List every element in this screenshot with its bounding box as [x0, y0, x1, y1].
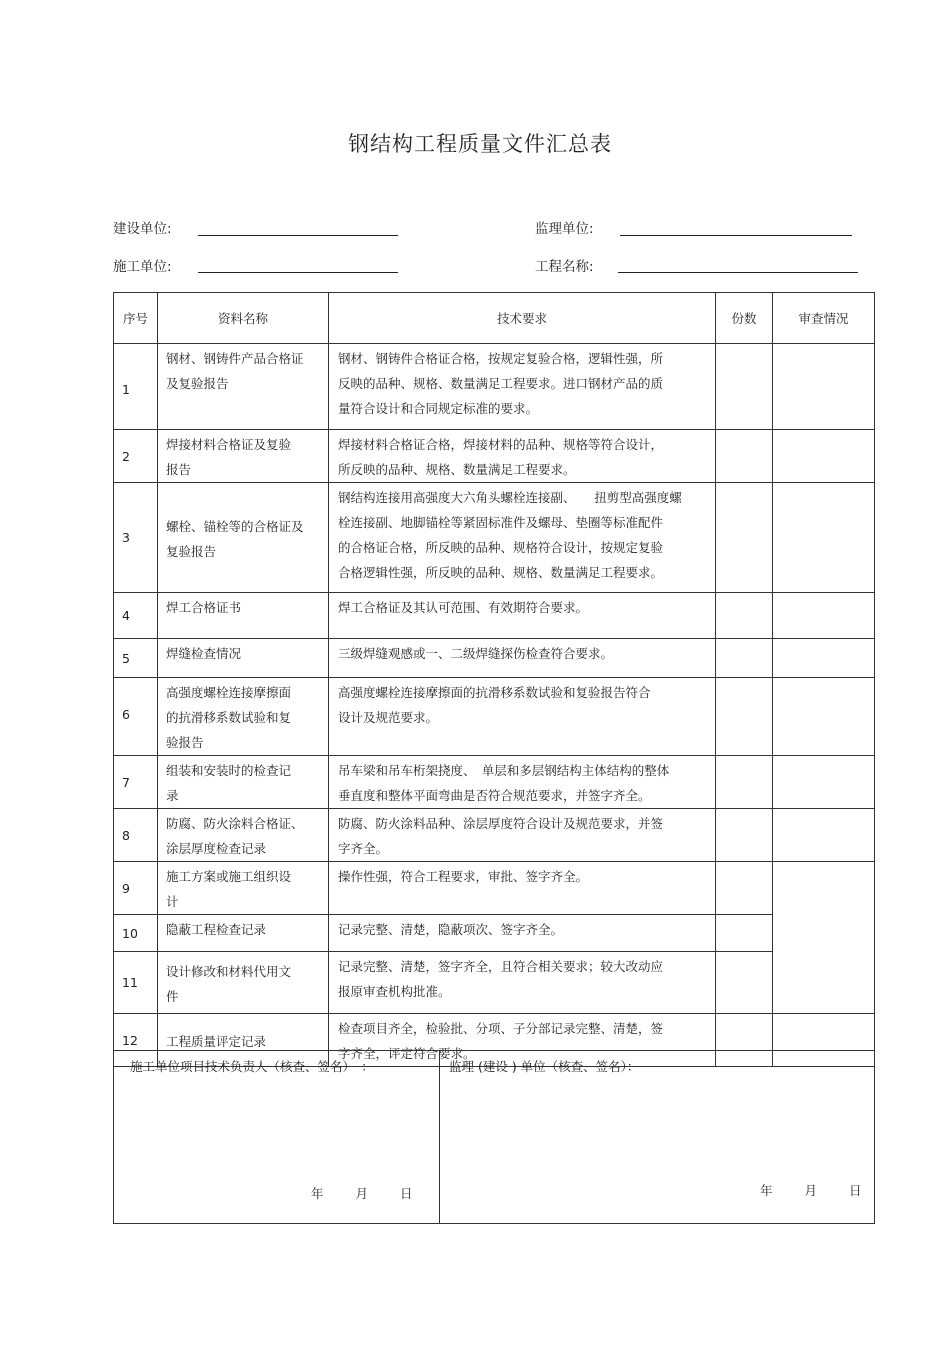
requirement-line: 吊车梁和吊车桁架挠度、 单层和多层钢结构主体结构的整体: [338, 763, 670, 778]
requirement-cell: [329, 593, 716, 639]
requirement-line: 报原审查机构批准。: [338, 984, 451, 999]
month-label: 月: [804, 1183, 818, 1198]
col-header-copies: 份数: [716, 293, 773, 344]
requirement-cell: [329, 430, 716, 483]
copies-cell[interactable]: [716, 593, 773, 639]
table-row: [114, 952, 875, 1014]
page-title: 钢结构工程质量文件汇总表: [348, 132, 612, 156]
review-cell[interactable]: [773, 430, 875, 483]
year-label: 年: [760, 1183, 773, 1198]
day-label: 日: [849, 1183, 862, 1198]
table-row: [114, 756, 875, 809]
requirement-line: 的合格证合格，所反映的品种、规格符合设计，按规定复验: [338, 540, 664, 555]
project-name-label: 工程名称:: [535, 259, 594, 275]
doc-name-line: 报告: [166, 462, 192, 477]
doc-name-line: 件: [166, 988, 179, 1004]
doc-name-line: 隐蔽工程检查记录: [166, 922, 267, 937]
requirement-line: 合格逻辑性强，所反映的品种、规格、数量满足工程要求。: [338, 565, 664, 580]
copies-cell[interactable]: [716, 678, 773, 756]
doc-name-cell: [158, 862, 329, 915]
doc-name-line: 焊接材料合格证及复验: [166, 437, 292, 452]
review-cell[interactable]: [773, 678, 875, 756]
table-row: [114, 483, 875, 593]
doc-name-line: 的抗滑移系数试验和复: [166, 710, 292, 725]
supervision-sign-date: [760, 1181, 862, 1199]
row-number: 11: [114, 952, 158, 1014]
row-number: 9: [114, 862, 158, 915]
requirement-line: 字齐全，评定符合要求。: [338, 1046, 476, 1061]
requirement-cell: [329, 483, 716, 593]
doc-name-line: 复验报告: [166, 543, 217, 559]
requirement-line: 防腐、防火涂料品种、涂层厚度符合设计及规范要求，并签: [338, 816, 664, 831]
copies-cell[interactable]: [716, 430, 773, 483]
quality-docs-table: [113, 292, 875, 1067]
doc-name-line: 设计修改和材料代用文: [166, 963, 292, 979]
table-row: [114, 678, 875, 756]
requirement-cell: [329, 344, 716, 430]
builder-unit-line[interactable]: [198, 272, 398, 273]
doc-name-line: 涂层厚度检查记录: [166, 841, 267, 856]
doc-name-cell: [158, 952, 329, 1014]
row-number: 8: [114, 809, 158, 862]
requirement-cell: [329, 952, 716, 1014]
row-number: 1: [114, 344, 158, 430]
doc-name-cell: [158, 344, 329, 430]
review-cell[interactable]: [773, 344, 875, 430]
table-row: [114, 809, 875, 862]
row-number: 12: [114, 1014, 158, 1067]
copies-cell[interactable]: [716, 809, 773, 862]
requirement-line: 钢结构连接用高强度大六角头螺栓连接副、 扭剪型高强度螺: [338, 490, 682, 505]
builder-signature-label: 施工单位项目技术负责人（核查、签名） ：: [130, 1059, 374, 1074]
review-cell[interactable]: [773, 639, 875, 678]
construction-unit-label: 建设单位:: [113, 221, 172, 237]
col-header-review: 审查情况: [773, 293, 875, 344]
doc-name-cell: [158, 430, 329, 483]
requirement-line: 垂直度和整体平面弯曲是否符合规范要求，并签字齐全。: [338, 788, 651, 803]
review-cell[interactable]: [773, 862, 875, 1014]
review-cell[interactable]: [773, 809, 875, 862]
doc-name-line: 防腐、防火涂料合格证、: [166, 816, 304, 831]
requirement-cell: [329, 862, 716, 915]
doc-name-cell: [158, 915, 329, 952]
doc-name-line: 验报告: [166, 735, 204, 750]
doc-name-line: 施工方案或施工组织设: [166, 869, 292, 884]
signature-table: [113, 1050, 875, 1224]
requirement-line: 三级焊缝观感或一、二级焊缝探伤检查符合要求。: [338, 646, 614, 661]
row-number: 3: [114, 483, 158, 593]
doc-name-line: 录: [166, 788, 179, 803]
doc-name-line: 高强度螺栓连接摩擦面: [166, 685, 292, 700]
doc-name-line: 及复验报告: [166, 376, 229, 391]
table-row: [114, 430, 875, 483]
col-header-no: 序号: [114, 293, 158, 344]
requirement-line: 字齐全。: [338, 841, 389, 856]
doc-name-line: 计: [166, 894, 179, 909]
requirement-line: 钢材、钢铸件合格证合格，按规定复验合格，逻辑性强，所: [338, 351, 664, 366]
requirement-line: 焊工合格证及其认可范围、有效期符合要求。: [338, 600, 589, 615]
row-number: 6: [114, 678, 158, 756]
construction-unit-line[interactable]: [198, 235, 398, 236]
requirement-line: 反映的品种、规格、数量满足工程要求。进口钢材产品的质: [338, 376, 664, 391]
table-row: [114, 344, 875, 430]
month-label: 月: [355, 1186, 369, 1201]
table-row: [114, 915, 875, 952]
doc-name-line: 组装和安装时的检查记: [166, 763, 292, 778]
table-row: [114, 639, 875, 678]
year-label: 年: [311, 1186, 324, 1201]
row-number: 5: [114, 639, 158, 678]
requirement-line: 检查项目齐全，检验批、分项、子分部记录完整、清楚，签: [338, 1021, 664, 1036]
doc-name-cell: [158, 639, 329, 678]
requirement-line: 操作性强，符合工程要求，审批、签字齐全。: [338, 869, 589, 884]
copies-cell[interactable]: [716, 756, 773, 809]
doc-name-cell: [158, 809, 329, 862]
copies-cell[interactable]: [716, 483, 773, 593]
requirement-line: 栓连接副、地脚锚栓等紧固标准件及螺母、垫圈等标准配件: [338, 515, 664, 530]
row-number: 7: [114, 756, 158, 809]
builder-sign-date: [311, 1184, 413, 1202]
supervision-signature-label: 监理 (建设 ) 单位（核查、签名）：: [449, 1059, 640, 1074]
copies-cell[interactable]: [716, 915, 773, 952]
supervision-signature-cell[interactable]: [440, 1051, 875, 1224]
requirement-line: 量符合设计和合同规定标准的要求。: [338, 401, 539, 416]
requirement-line: 焊接材料合格证合格，焊接材料的品种、规格等符合设计，: [338, 437, 664, 452]
day-label: 日: [400, 1186, 413, 1201]
doc-name-cell: [158, 678, 329, 756]
table-header-row: [114, 293, 875, 344]
table-row: [114, 862, 875, 915]
supervision-unit-label: 监理单位:: [535, 221, 594, 237]
row-number: 10: [114, 915, 158, 952]
row-number: 2: [114, 430, 158, 483]
doc-name-line: 钢材、钢铸件产品合格证: [166, 351, 304, 366]
supervision-unit-line[interactable]: [620, 235, 852, 236]
doc-name-line: 工程质量评定记录: [166, 1033, 267, 1049]
doc-name-line: 焊缝检查情况: [166, 646, 242, 661]
review-cell[interactable]: [773, 756, 875, 809]
requirement-cell: [329, 678, 716, 756]
builder-unit-label: 施工单位:: [113, 259, 172, 275]
requirement-cell: [329, 915, 716, 952]
row-number: 4: [114, 593, 158, 639]
review-cell[interactable]: [773, 593, 875, 639]
requirement-cell: [329, 809, 716, 862]
requirement-line: 高强度螺栓连接摩擦面的抗滑移系数试验和复验报告符合: [338, 685, 651, 700]
project-name-line[interactable]: [618, 272, 858, 273]
requirement-cell: [329, 756, 716, 809]
requirement-line: 记录完整、清楚，签字齐全，且符合相关要求；较大改动应: [338, 959, 664, 974]
requirement-line: 所反映的品种、规格、数量满足工程要求。: [338, 462, 576, 477]
doc-name-cell: [158, 483, 329, 593]
doc-name-line: 焊工合格证书: [166, 600, 242, 615]
doc-name-line: 螺栓、锚栓等的合格证及: [166, 518, 304, 534]
builder-signature-cell[interactable]: [114, 1051, 440, 1224]
doc-name-cell: [158, 756, 329, 809]
doc-name-cell: [158, 593, 329, 639]
requirement-line: 记录完整、清楚，隐蔽项次、签字齐全。: [338, 922, 564, 937]
copies-cell[interactable]: [716, 952, 773, 1014]
table-row: [114, 593, 875, 639]
review-cell[interactable]: [773, 483, 875, 593]
copies-cell[interactable]: [716, 344, 773, 430]
requirement-cell: [329, 639, 716, 678]
copies-cell[interactable]: [716, 862, 773, 915]
requirement-line: 设计及规范要求。: [338, 710, 439, 725]
col-header-name: 资料名称: [158, 293, 329, 344]
copies-cell[interactable]: [716, 639, 773, 678]
col-header-requirement: 技术要求: [329, 293, 716, 344]
